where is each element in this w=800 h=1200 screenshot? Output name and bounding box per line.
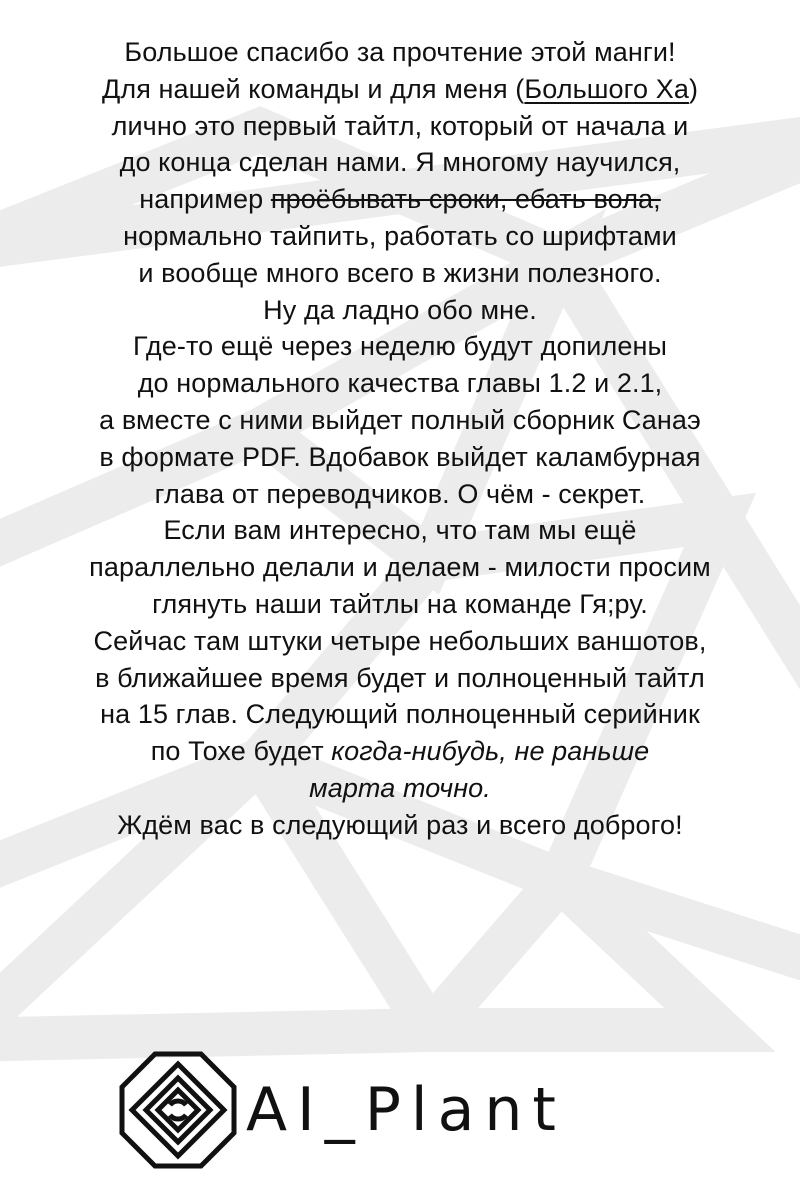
note-line: Ну да ладно обо мне.: [263, 294, 537, 325]
note-line: Ждём вас в следующий раз и всего доброго!: [117, 809, 683, 840]
note-line: глава от переводчиков. О чём - секрет.: [154, 478, 646, 509]
note-line: марта точно.: [309, 772, 491, 803]
note-text: ): [688, 73, 699, 104]
note-line: в формате PDF. Вдобавок выйдет каламбурная: [99, 441, 701, 472]
note-line: [0, 181, 800, 218]
italic-text: когда-нибудь, не раньше: [331, 736, 650, 767]
note-line: Сейчас там штуки четыре небольших ваншотов,: [93, 625, 707, 656]
note-line: глянуть наши тайтлы на команде Гя;ру.: [152, 588, 648, 619]
thank-you-note: [0, 34, 800, 844]
note-line: Где-то ещё через неделю будут допилены: [133, 331, 667, 362]
note-line: лично это первый тайтл, который от начала и: [111, 110, 689, 141]
note-line: в ближайшее время будет и полноценный тайтл: [95, 662, 705, 693]
note-line: [0, 733, 800, 770]
note-text: например: [139, 184, 271, 215]
note-line: Большое спасибо за прочтение этой манги!: [124, 37, 676, 67]
note-line: и вообще много всего в жизни полезного.: [138, 257, 662, 288]
note-text: Для нашей команды и для меня (: [101, 73, 525, 104]
note-line: Если вам интересно, что там мы ещё: [163, 515, 637, 546]
octagon-emblem-icon: [118, 1050, 238, 1170]
note-line: параллельно делали и делаем - милости просим: [89, 552, 711, 583]
note-line: а вместе с ними выйдет полный сборник Санаэ: [99, 404, 701, 435]
author-name-link: Большого Ха: [524, 73, 689, 104]
note-line: до конца сделан нами. Я многому научился,: [119, 147, 681, 178]
team-logo: [118, 1050, 698, 1170]
note-line: до нормального качества главы 1.2 и 2.1,: [137, 368, 663, 399]
note-line: [0, 71, 800, 108]
logo-wordmark: AI_Plant: [246, 1075, 566, 1145]
struck-text: проёбывать сроки, ебать вола,: [270, 184, 661, 215]
note-text: по Тохе будет: [150, 736, 332, 767]
note-line: нормально тайпить, работать со шрифтами: [123, 220, 677, 251]
note-line: на 15 глав. Следующий полноценный серийник: [100, 699, 700, 730]
